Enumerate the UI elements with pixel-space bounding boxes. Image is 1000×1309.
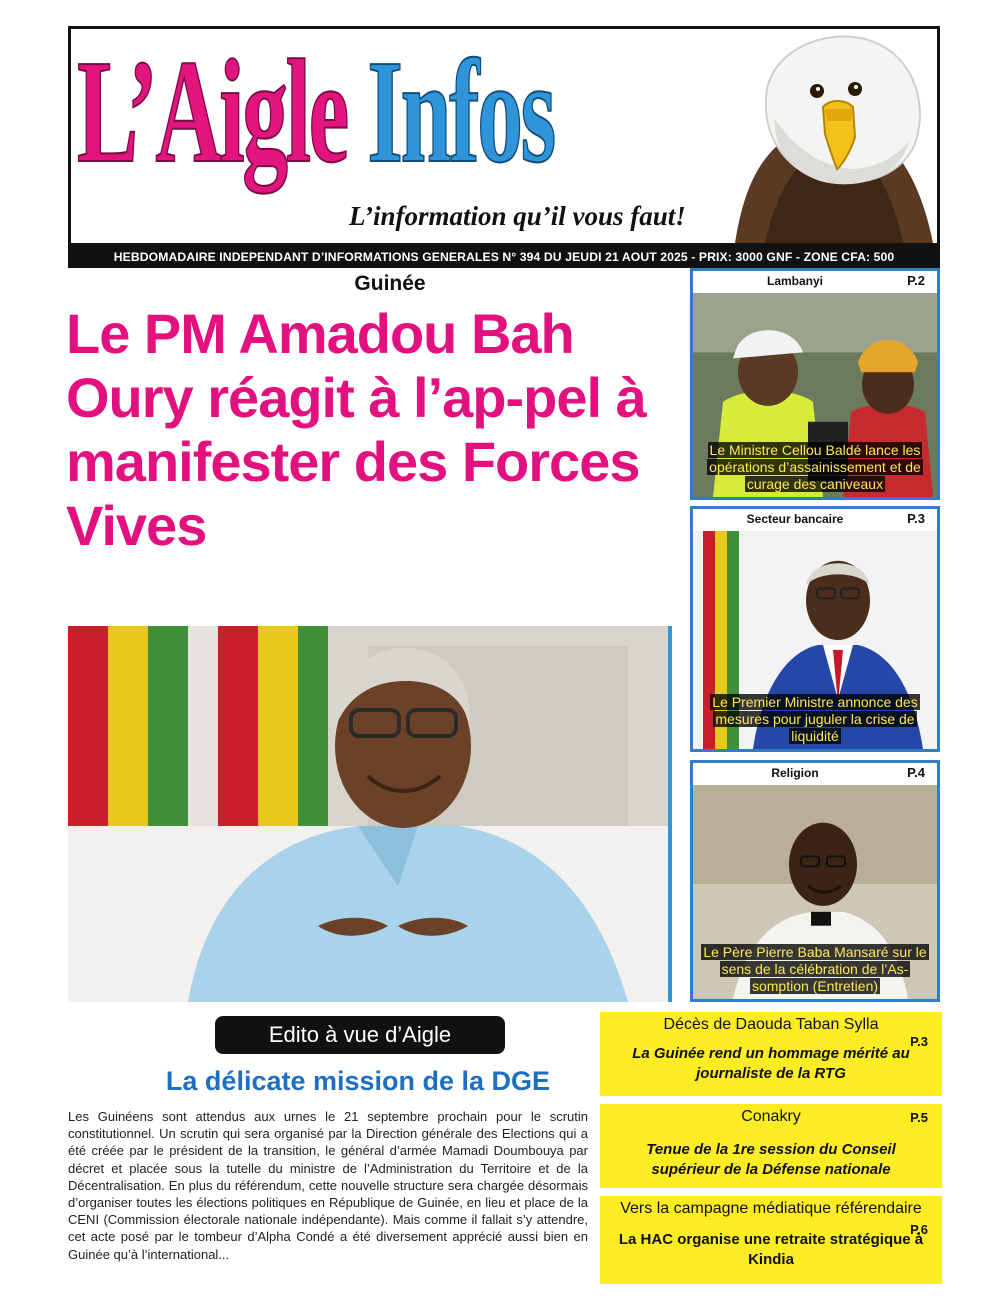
brief-text: La HAC organise une retraite stratégique à Kindia: [618, 1231, 924, 1268]
brief-page: P.3: [910, 1034, 928, 1049]
eagle-icon: [705, 29, 937, 243]
brief-header: Décès de Daouda Taban Sylla: [663, 1016, 879, 1033]
side-panel-label: Religion: [771, 766, 819, 780]
edito-label: Edito à vue d’Aigle: [215, 1016, 505, 1054]
brief-text: Tenue de la 1re session du Conseil supérieur de la Défense nationale: [646, 1141, 896, 1178]
side-panel-caption: Le Ministre Cellou Baldé lance les opérations d’assainissement et de curage des caniveaux: [709, 442, 921, 492]
edito-title: La délicate mission de la DGE: [165, 1066, 551, 1096]
side-panel-religion[interactable]: [690, 760, 940, 1002]
main-photo: [68, 626, 672, 1002]
issue-info-bar: HEBDOMADAIRE INDEPENDANT D’INFORMATIONS GENERALES N° 394 DU JEUDI 21 AOUT 2025 - PRIX: 3000 GNF - ZONE CFA: 500: [68, 246, 940, 268]
side-panel-page: P.3: [907, 511, 925, 526]
side-panel-header: [693, 271, 937, 293]
edito-body: Les Guinéens sont attendus aux urnes le 21 septembre prochain pour le scrutin constitutionnel. Un scrutin qui sera organisé par la Direction générale des Elections qui a été créée par le président de la transition, le général d’armée Mamadi Doumbouya par décret et placée sous la tutelle du ministre de l’Administration du Territoire et de la Décentralisation. En plus du référendum, cette nouvelle structure sera chargée désormais d’organiser toutes les élections politiques en République de Guinée, en lieu et place de la CENI (Commission électorale nationale indépendante). Mais comme il fallait s’y attendre, cet acte posé par le tombeur d’Alpha Condé a été diversement apprécié aussi bien en Guinée qu’à l’international...: [68, 1109, 588, 1262]
side-panel-label: Secteur bancaire: [746, 512, 844, 526]
side-panel-page: P.4: [907, 765, 925, 780]
main-kicker: Guinée: [354, 272, 426, 295]
slogan: L’information qu’il vous faut!: [349, 201, 686, 231]
side-panel-caption: Le Premier Ministre annonce des mesures pour juguler la crise de liquidité: [712, 694, 918, 744]
side-panel-label: Lambanyi: [766, 274, 823, 288]
brief-text: La Guinée rend un hommage mérité au journaliste de la RTG: [632, 1045, 910, 1082]
side-panel-header: [693, 509, 937, 531]
side-panel-secteur-bancaire[interactable]: [690, 506, 940, 752]
side-panel-caption: Le Père Pierre Baba Mansaré sur le sens de la célébration de l’As-somption (Entretien): [703, 944, 927, 994]
newspaper-logo: [77, 30, 554, 194]
brief-daouda-taban-sylla[interactable]: [600, 1012, 942, 1096]
brief-conakry[interactable]: [600, 1104, 942, 1188]
logo-word-aigle: L’Aigle: [77, 30, 347, 194]
side-panel-page: P.2: [907, 273, 925, 288]
brief-campagne-referendaire[interactable]: [600, 1196, 942, 1284]
logo-word-infos: Infos: [367, 30, 554, 194]
brief-header: Conakry: [741, 1108, 801, 1125]
prime-minister-photo: [68, 626, 672, 1002]
brief-page: P.6: [910, 1222, 928, 1237]
side-panel-lambanyi[interactable]: [690, 268, 940, 500]
side-panel-header: [693, 763, 937, 785]
masthead: [68, 26, 940, 246]
main-headline: Le PM Amadou Bah Oury réagit à l’ap-pel à manifester des Forces Vives: [66, 302, 646, 557]
brief-page: P.5: [910, 1110, 928, 1125]
brief-header: Vers la campagne médiatique référendaire: [620, 1200, 922, 1217]
